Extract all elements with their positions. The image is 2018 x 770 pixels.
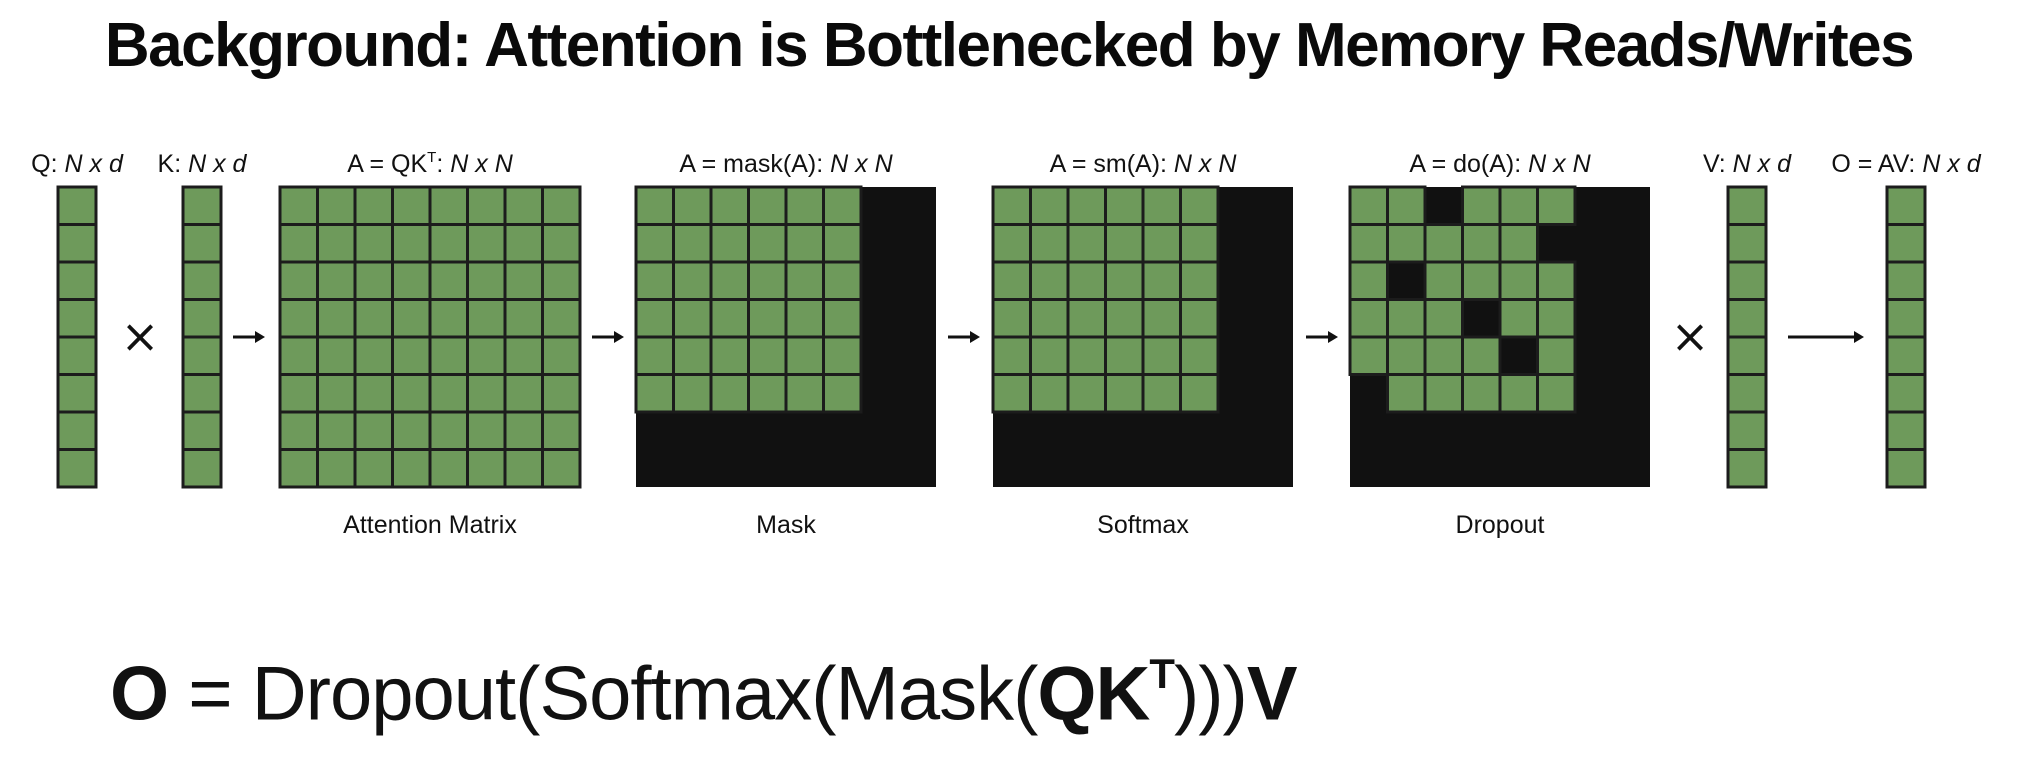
k-vector-cell <box>183 300 221 338</box>
softmax-cell <box>1068 375 1106 413</box>
softmax-cell <box>1181 262 1219 300</box>
softmax-cell <box>1031 225 1069 263</box>
attention-cell <box>505 337 543 375</box>
dropout-cell <box>1350 337 1388 375</box>
softmax-cell <box>993 300 1031 338</box>
mask-cell <box>749 300 787 338</box>
softmax-cell <box>1106 187 1144 225</box>
attention-cell <box>505 450 543 488</box>
mask-cell <box>786 262 824 300</box>
mask-cell <box>674 187 712 225</box>
attention-cell <box>468 262 506 300</box>
attention-cell <box>468 450 506 488</box>
mask-cell <box>786 337 824 375</box>
attention-cell <box>543 300 581 338</box>
q-vector <box>58 187 96 487</box>
attention-cell <box>318 412 356 450</box>
attention-cell <box>543 262 581 300</box>
q-vector-cell <box>58 450 96 488</box>
arrow-1 <box>233 331 265 343</box>
attention-cell <box>280 187 318 225</box>
attention-cell <box>355 412 393 450</box>
o-vector-cell <box>1887 225 1925 263</box>
dropout-caption: Dropout <box>1455 511 1545 539</box>
o-vector <box>1887 187 1925 487</box>
dropout-cell <box>1538 300 1576 338</box>
dropout-cell <box>1463 337 1501 375</box>
attention-cell <box>318 300 356 338</box>
softmax-cell <box>1031 187 1069 225</box>
o-vector-cell <box>1887 187 1925 225</box>
attention-cell <box>318 187 356 225</box>
mask-cell <box>786 187 824 225</box>
attention-cell <box>393 300 431 338</box>
mask-cell <box>636 337 674 375</box>
dropout-cell <box>1350 187 1388 225</box>
mask-cell <box>824 225 862 263</box>
mask-cell <box>636 225 674 263</box>
mask-cell <box>711 300 749 338</box>
dropout-cell <box>1388 300 1426 338</box>
attention-cell <box>393 412 431 450</box>
o-vector-cell <box>1887 300 1925 338</box>
attention-cell <box>355 225 393 263</box>
mask-cell <box>824 337 862 375</box>
softmax-cell <box>1143 375 1181 413</box>
attention-cell <box>468 225 506 263</box>
times-operator-1: × <box>120 309 160 363</box>
dropout-cell <box>1538 262 1576 300</box>
o-vector-cell <box>1887 450 1925 488</box>
mask-caption: Mask <box>756 511 816 539</box>
q-vector-cell <box>58 337 96 375</box>
softmax-cell <box>1181 187 1219 225</box>
attention-cell <box>280 412 318 450</box>
arrow-2 <box>592 331 624 343</box>
eq-output: O <box>110 651 169 737</box>
attention-cell <box>355 375 393 413</box>
mask-cell <box>749 225 787 263</box>
softmax-cell <box>1143 187 1181 225</box>
softmax-cell <box>1143 300 1181 338</box>
dropout-cell <box>1350 300 1388 338</box>
attention-cell <box>355 300 393 338</box>
mask-cell <box>711 187 749 225</box>
dropout-cell <box>1463 225 1501 263</box>
attention-label: $A = QK^T$: N x N <box>347 149 513 178</box>
attention-cell <box>280 450 318 488</box>
attention-cell <box>430 262 468 300</box>
mask-cell <box>786 225 824 263</box>
q-vector-cell <box>58 375 96 413</box>
o-vector-cell <box>1887 412 1925 450</box>
k-vector-cell <box>183 412 221 450</box>
mask-cell <box>636 300 674 338</box>
attention-cell <box>355 187 393 225</box>
eq-transpose: T <box>1149 650 1174 697</box>
eq-prefix: Dropout(Softmax(Mask( <box>251 651 1038 737</box>
k-vector-cell <box>183 262 221 300</box>
v-vector-cell <box>1728 225 1766 263</box>
softmax-cell <box>993 187 1031 225</box>
attention-cell <box>393 187 431 225</box>
dropout-cell <box>1388 187 1426 225</box>
softmax-cell <box>1181 337 1219 375</box>
softmax-cell <box>993 262 1031 300</box>
attention-cell <box>393 375 431 413</box>
mask-cell <box>824 300 862 338</box>
mask-cell <box>674 262 712 300</box>
attention-cell <box>505 300 543 338</box>
attention-equation <box>110 650 1297 737</box>
o-label: O = AV: N x d <box>1831 150 1981 178</box>
slide-title: Background: Attention is Bottlenecked by Memory Reads/Writes <box>104 11 1914 80</box>
o-vector-cell <box>1887 262 1925 300</box>
k-vector-cell <box>183 337 221 375</box>
softmax-cell <box>1143 337 1181 375</box>
mask-cell <box>674 375 712 413</box>
softmax-cell <box>1068 337 1106 375</box>
eq-qk: QK <box>1037 651 1150 737</box>
mask-cell <box>749 375 787 413</box>
attention-cell <box>430 450 468 488</box>
v-vector-cell <box>1728 262 1766 300</box>
mask-label: A = mask(A): N x N <box>679 150 893 178</box>
attention-cell <box>543 412 581 450</box>
mask-cell <box>749 337 787 375</box>
dropout-cell <box>1425 300 1463 338</box>
dropout-cell <box>1500 375 1538 413</box>
mask-cell <box>711 262 749 300</box>
softmax-cell <box>1031 262 1069 300</box>
softmax-cell <box>1106 300 1144 338</box>
attention-cell <box>505 262 543 300</box>
softmax-cell <box>1143 262 1181 300</box>
attention-cell <box>318 450 356 488</box>
dropout-cell <box>1463 262 1501 300</box>
softmax-cell <box>1106 375 1144 413</box>
attention-cell <box>280 375 318 413</box>
eq-suffix: ))) <box>1173 651 1247 737</box>
mask-cell <box>711 337 749 375</box>
softmax-cell <box>1068 225 1106 263</box>
dropout-cell <box>1538 337 1576 375</box>
arrow-5 <box>1788 331 1864 343</box>
o-vector-cell <box>1887 375 1925 413</box>
mask-cell <box>636 187 674 225</box>
mask-cell <box>824 262 862 300</box>
attention-cell <box>468 375 506 413</box>
dropout-cell <box>1388 337 1426 375</box>
v-vector-cell <box>1728 375 1766 413</box>
mask-cell <box>749 262 787 300</box>
k-vector-cell <box>183 375 221 413</box>
v-vector-cell <box>1728 450 1766 488</box>
attention-cell <box>430 337 468 375</box>
softmax-cell <box>993 375 1031 413</box>
v-vector-cell <box>1728 187 1766 225</box>
mask-cell <box>674 225 712 263</box>
mask-cell <box>711 225 749 263</box>
softmax-cell <box>1031 300 1069 338</box>
attention-cell <box>543 375 581 413</box>
attention-cell <box>280 337 318 375</box>
attention-cell <box>468 412 506 450</box>
mask-cell <box>786 300 824 338</box>
dropout-cell <box>1463 375 1501 413</box>
attention-cell <box>355 337 393 375</box>
attention-cell <box>505 225 543 263</box>
k-vector-cell <box>183 450 221 488</box>
attention-cell <box>430 300 468 338</box>
dropout-label: A = do(A): N x N <box>1409 150 1591 178</box>
attention-cell <box>505 375 543 413</box>
dropout-cell <box>1350 262 1388 300</box>
times-operator-2: × <box>1670 309 1710 363</box>
softmax-cell <box>1068 300 1106 338</box>
attention-cell <box>318 262 356 300</box>
dropout-cell <box>1425 375 1463 413</box>
dropout-cell <box>1500 300 1538 338</box>
q-vector-cell <box>58 225 96 263</box>
attention-cell <box>543 450 581 488</box>
attention-cell <box>355 262 393 300</box>
q-vector-cell <box>58 300 96 338</box>
attention-cell <box>543 337 581 375</box>
dropout-cell <box>1388 225 1426 263</box>
softmax-cell <box>1181 225 1219 263</box>
softmax-caption: Softmax <box>1097 511 1189 539</box>
softmax-cell <box>1181 300 1219 338</box>
mask-cell <box>824 375 862 413</box>
dropout-cell <box>1388 375 1426 413</box>
attention-cell <box>318 375 356 413</box>
softmax-cell <box>1181 375 1219 413</box>
mask-cell <box>786 375 824 413</box>
dropout-cell <box>1425 225 1463 263</box>
softmax-cell <box>1068 187 1106 225</box>
softmax-cell <box>1143 225 1181 263</box>
attention-cell <box>280 262 318 300</box>
attention-cell <box>393 262 431 300</box>
attention-cell <box>355 450 393 488</box>
v-vector-cell <box>1728 412 1766 450</box>
softmax-cell <box>993 225 1031 263</box>
softmax-cell <box>1068 262 1106 300</box>
k-vector-cell <box>183 187 221 225</box>
attention-cell <box>393 337 431 375</box>
dropout-cell <box>1538 187 1576 225</box>
dropout-cell <box>1500 225 1538 263</box>
eq-v: V <box>1246 651 1297 737</box>
attention-cell <box>318 225 356 263</box>
attention-cell <box>430 375 468 413</box>
attention-cell <box>468 337 506 375</box>
attention-cell <box>468 300 506 338</box>
k-vector <box>183 187 221 487</box>
q-vector-cell <box>58 187 96 225</box>
dropout-cell <box>1425 337 1463 375</box>
v-vector-cell <box>1728 337 1766 375</box>
dropout-cell <box>1500 187 1538 225</box>
dropout-cell <box>1425 262 1463 300</box>
q-vector-cell <box>58 412 96 450</box>
mask-cell <box>711 375 749 413</box>
attention-cell <box>430 225 468 263</box>
dropout-cell <box>1500 262 1538 300</box>
softmax-cell <box>1106 337 1144 375</box>
attention-cell <box>468 187 506 225</box>
q-vector-cell <box>58 262 96 300</box>
arrow-3 <box>948 331 980 343</box>
arrow-4 <box>1306 331 1338 343</box>
softmax-cell <box>993 337 1031 375</box>
softmax-cell <box>1031 337 1069 375</box>
dropout-cell <box>1463 187 1501 225</box>
mask-cell <box>824 187 862 225</box>
dropout-cell <box>1538 375 1576 413</box>
v-label: V: N x d <box>1703 150 1791 178</box>
attention-cell <box>543 187 581 225</box>
softmax-cell <box>1106 262 1144 300</box>
attention-cell <box>318 337 356 375</box>
k-vector-cell <box>183 225 221 263</box>
k-label: K: N x d <box>157 150 247 178</box>
attention-cell <box>280 225 318 263</box>
mask-cell <box>674 300 712 338</box>
mask-cell <box>636 375 674 413</box>
softmax-cell <box>1106 225 1144 263</box>
attention-cell <box>430 187 468 225</box>
v-vector <box>1728 187 1766 487</box>
o-vector-cell <box>1887 337 1925 375</box>
attention-caption: Attention Matrix <box>343 511 517 539</box>
softmax-cell <box>1031 375 1069 413</box>
mask-cell <box>636 262 674 300</box>
attention-cell <box>393 450 431 488</box>
attention-cell <box>505 187 543 225</box>
v-vector-cell <box>1728 300 1766 338</box>
attention-cell <box>430 412 468 450</box>
softmax-label: A = sm(A): N x N <box>1049 150 1237 178</box>
attention-cell <box>280 300 318 338</box>
q-label: Q: N x d <box>31 150 123 178</box>
attention-cell <box>543 225 581 263</box>
eq-equals: = <box>168 651 252 737</box>
mask-cell <box>674 337 712 375</box>
dropout-cell <box>1350 225 1388 263</box>
mask-cell <box>749 187 787 225</box>
attention-cell <box>393 225 431 263</box>
attention-cell <box>505 412 543 450</box>
